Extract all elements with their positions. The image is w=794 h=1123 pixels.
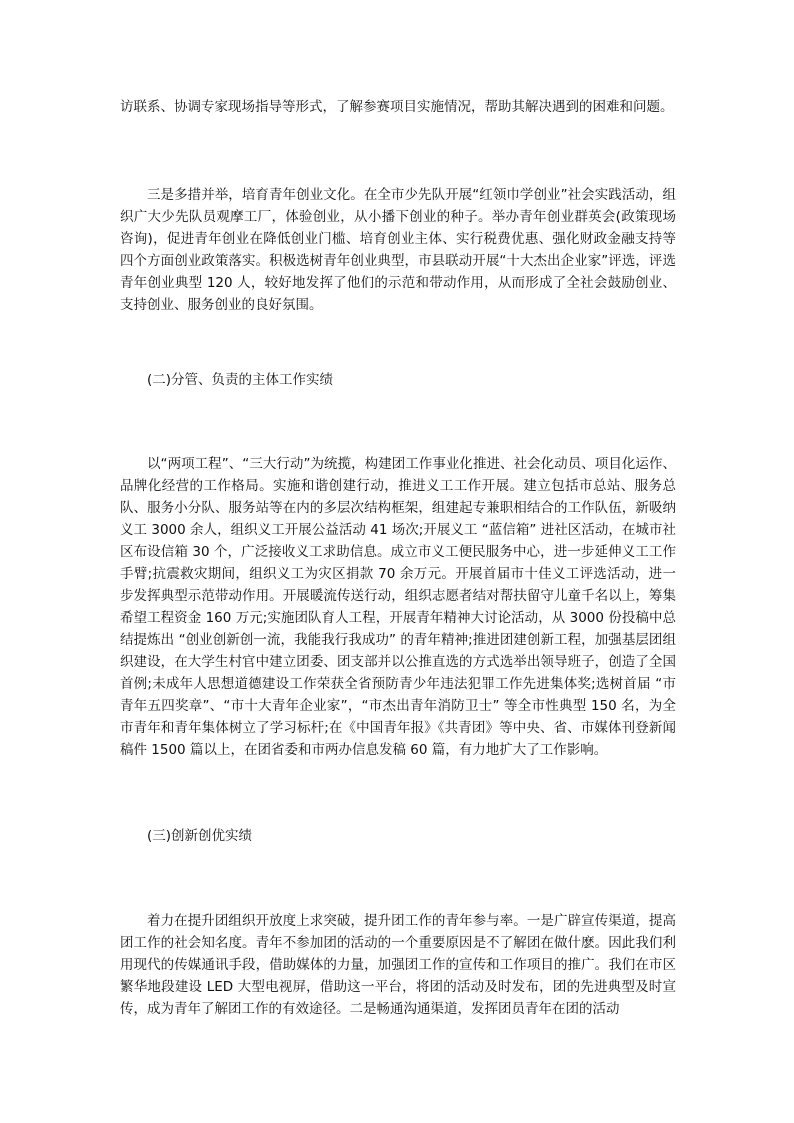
paragraph-main-work: 以“两项工程”、“三大行动”为统揽，构建团工作事业化推进、社会化动员、项目化运作、品牌化经营的工作格局。实施和谐创建行动，推进义工工作开展。建立包括市总站、服务总队、服务小分队、服务站等在内的多层次结构框架，组建起专兼职相结合的工作队伍，新吸纳义工 3000 余人，组织义工开展公益活动 41 场次;开展义工 “蓝信箱” 进社区活动，在城市社区布设信箱 30 个，广泛接收义工求助信息。成立市义工便民服务中心，进一步延伸义工工作手臂;抗震救灾期间，组织义工为灾区捐款 70 余万元。开展首届市十佳义工评选活动，进一步发挥典型示范带动作用。开展暖流传送行动，组织志愿者结对帮扶留守儿童千名以上，筹集希望工程资金 160 万元;实施团队育人工程，开展青年精神大讨论活动，从 3000 份投稿中总结提炼出 “创业创新创一流，我能我行我成功” 的青年精神;推进团建创新工程，加强基层团组织建设，在大学生村官中建立团委、团支部并以公推直选的方式选举出领导班子，创造了全国首例;未成年人思想道德建设工作荣获全省预防青少年违法犯罪工作先进集体奖;选树首届 “市青年五四奖章”、“市十大青年企业家”，“市杰出青年消防卫士” 等全市性典型 150 名，为全市青年和青年集体树立了学习标杆;在《中国青年报》《共青团》等中央、省、市媒体刊登新闻稿件 1500 篇以上，在团省委和市两办信息发稿 60 篇，有力地扩大了工作影响。 [120,456,676,758]
paragraph-entrepreneurship-culture: 三是多措并举，培育青年创业文化。在全市少先队开展“红领巾学创业”社会实践活动，组织广大少先队员观摩工厂，体验创业，从小播下创业的种子。举办青年创业群英会(政策现场咨询)，促进青年创业在降低创业门槛、培育创业主体、实行税费优惠、强化财政金融支持等四个方面创业政策落实。积极选树青年创业典型，市县联动开展“十大杰出企业家”评选，评选青年创业典型 120 人，较好地发挥了他们的示范和带动作用，从而形成了全社会鼓励创业、支持创业、服务创业的良好氛围。 [120,187,676,313]
paragraph-innovation: 着力在提升团组织开放度上求突破，提升团工作的青年参与率。一是广辟宣传渠道，提高团工作的社会知名度。青年不参加团的活动的一个重要原因是不了解团在做什麽。因此我们利用现代的传媒通讯手段，借助媒体的力量，加强团工作的宣传和工作项目的推广。我们在市区繁华地段建设 LED 大型电视屏，借助这一平台，将团的活动及时发布，团的先进典型及时宣传，成为青年了解团工作的有效途径。二是畅通沟通渠道，发挥团员青年在团的活动 [120,913,676,1017]
paragraph-intro-fragment: 访联系、协调专家现场指导等形式，了解参赛项目实施情况，帮助其解决遇到的困难和问题。 [120,99,674,115]
section-heading-innovation: (三)创新创优实绩 [147,828,253,844]
section-heading-main-work: (二)分管、负责的主体工作实绩 [147,372,334,388]
